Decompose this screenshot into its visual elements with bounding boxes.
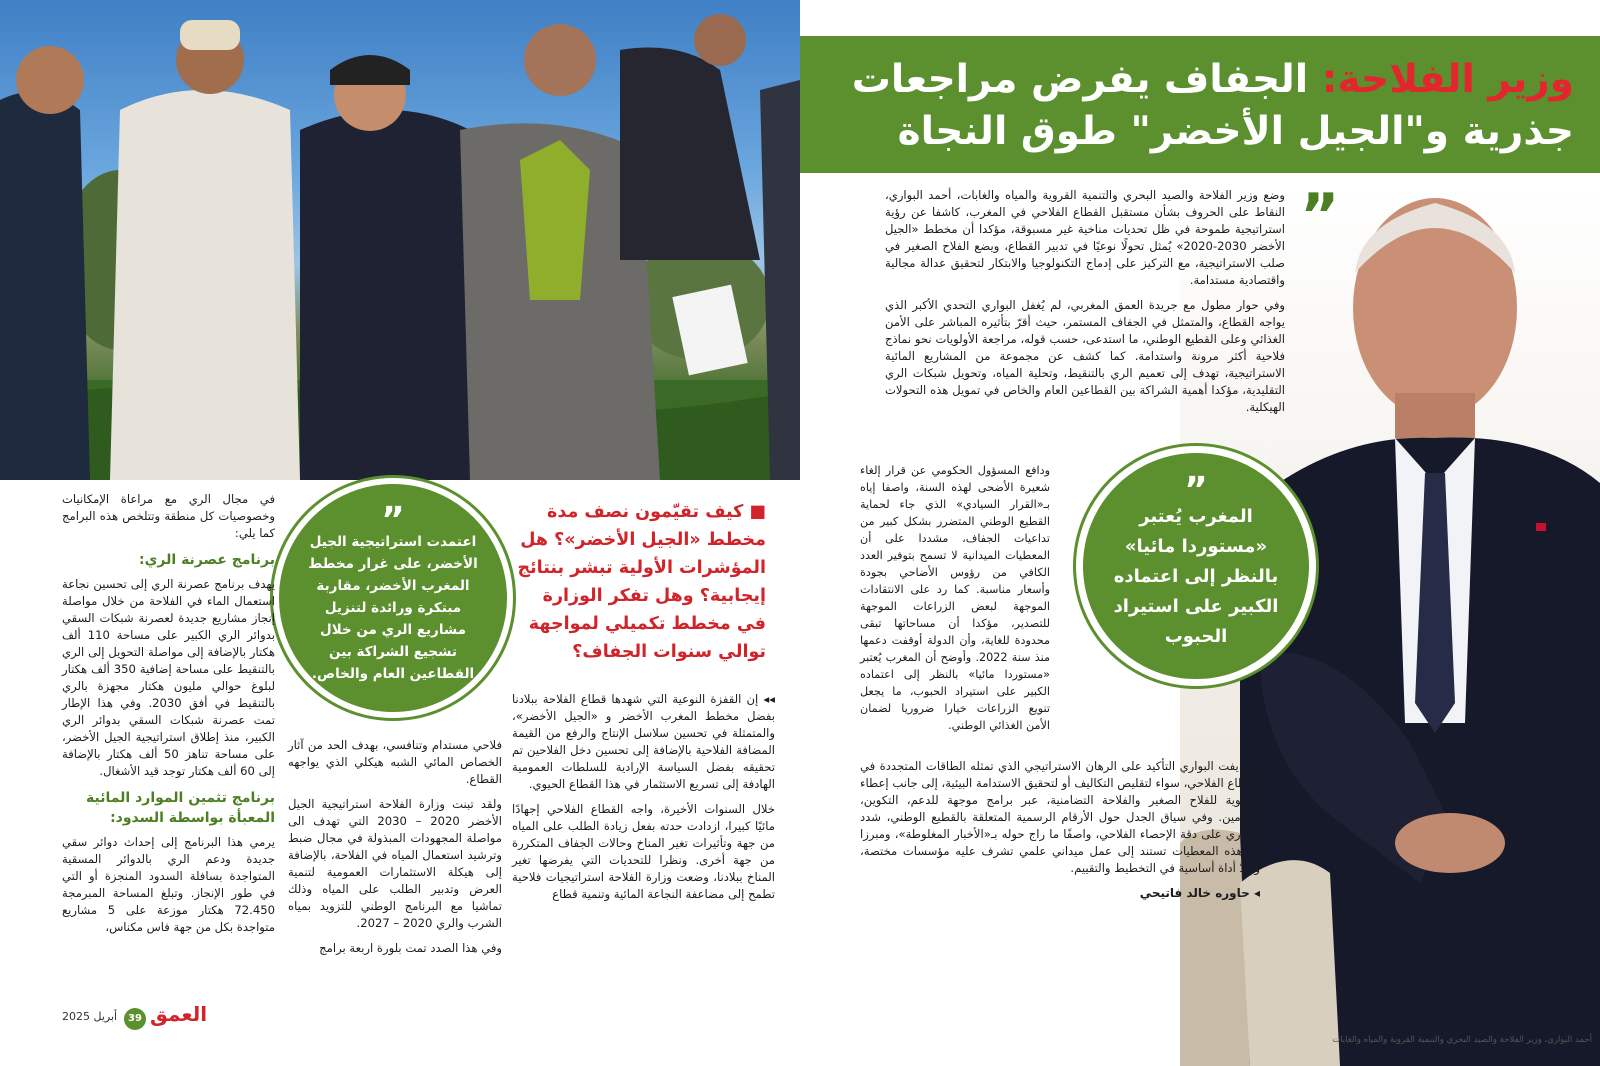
pull-quote-center (273, 478, 513, 718)
headline-line2: جذرية و"الجيل الأخضر" طوق النجاة (897, 109, 1574, 154)
subheading-irrigation-modernization: برنامج عصرنة الري: (139, 552, 275, 568)
left-column (62, 491, 275, 944)
pull-quote-center-mark-icon: ” (381, 500, 405, 541)
intro-paragraph-1: وضع وزير الفلاحة والصيد البحري والتنمية القروية والمياه والغابات، أحمد البواري، النقاط على الحروف بشأن مستقبل القطاع الفلاحي في المغرب، كاشفا عن رؤية استراتيجية طموحة في ظل تحديات مناخية غير مسبوقة، مؤكدا أن مخطط «الجيل الأخضر 2030-2020» يُمثل تحولًا نوعيًا في تدبير القطاع، ويضع الفلاح الصغير في صلب الاستراتيجية، مع التركيز على إدماج التكنولوجيا والابتكار لتحقيق عدالة مجالية واقتصادية مستدامة. (885, 188, 1286, 287)
byline-text: حاوره خالد فاتيحي (1139, 886, 1250, 900)
intro-column-narrow (860, 462, 1050, 742)
left-paragraph-3: يرمي هذا البرنامج إلى إحداث دوائر سقي جديدة ودعم الري بالدوائر المسقية المتواجدة بسافلة السدود المنجزة أو التي في طور الإنجاز. وتبلغ المساحة المبرمجة 72.450 هكتار موزعة على 5 مشاريع متواجدة بكل من جهة فاس مكناس، (62, 835, 275, 934)
quote-mark-icon: ” (1300, 181, 1340, 251)
headline-line1: الجفاف يفرض مراجعات (851, 57, 1309, 102)
headline (820, 54, 1574, 158)
answer-paragraph-1 (512, 691, 775, 793)
answer-paragraph-1-text: إن القفزة النوعية التي شهدها قطاع الفلاحة ببلادنا بفضل مخطط المغرب الأخضر و «الجيل الأخضر»، والمتمثلة في تحسين سلاسل الإنتاج والرفع من القيمة المضافة الفلاحية بالإضافة إلى تحسين دخل الفلاحين تم تحقيقه بفضل السياسة الإرادية للسلطات العمومية الهادفة إلى تسريع الاستثمار في هذا القطاع الحيوي. (512, 692, 775, 791)
pull-quote-right (1076, 446, 1316, 686)
field-visit-photo (0, 0, 800, 480)
pull-quote-right-mark-icon: ” (1184, 470, 1208, 511)
publication-logo: العمق (150, 1002, 208, 1026)
interview-question (516, 498, 766, 666)
intro-paragraph-4: ولم يفت البواري التأكيد على الرهان الاستراتيجي الذي تمثله الطاقات المتجددة في القطاع الفلاحي، سواء لتقليص التكاليف أو لتحقيق الاستدامة البيئية، إلى جانب إعطاء الأولوية للفلاح الصغير والفلاحة التضامنية، عبر برامج موجهة للدعم، التكوين، والتأمين. وفي سياق الجدل حول الأرقام الرسمية المتعلقة بالقطيع الوطني، شدد البواري على دقة الإحصاء الفلاحي، واصفًا ما راج حوله بـ«الأخبار المغلوطة»، ومبرزا أن هذه المعطيات تستند إلى عمل ميداني علمي تشرف عليه مؤسسات مختصة، وتُعدّ أداة أساسية في التخطيط والتقييم. (860, 759, 1260, 875)
question-text: كيف تقيّمون نصف مدة مخطط «الجيل الأخضر»؟ هل المؤشرات الأولية تبشر بنتائج إيجابية؟ وهل تفكر الوزارة في مخطط تكميلي لمواجهة توالي سنوات الجفاف؟ (517, 502, 766, 662)
portrait-caption: أحمد البواري، وزير الفلاحة والصيد البحري والتنمية القروية والمياه والغابات (1332, 1035, 1592, 1045)
pull-quote-right-text: المغرب يُعتبر «مستوردا مائيا» بالنظر إلى اعتماده الكبير على استيراد الحبوب (1113, 506, 1279, 647)
middle-paragraph-3: وفي هذا الصدد تمت بلورة اربعة برامج (319, 941, 502, 955)
question-bullet-icon: ■ (743, 502, 766, 522)
headline-banner (800, 36, 1600, 173)
middle-paragraph-1: فلاحي مستدام وتنافسي، بهدف الحد من آثار الخصاص المائي الشبه هيكلي الذي يواجهه القطاع. (288, 738, 502, 786)
left-paragraph-2: يهدف برنامج عصرنة الري إلى تحسين نجاعة استعمال الماء في الفلاحة من خلال مواصلة إنجاز مشاريع جديدة لعصرنة شبكات السقي بدوائر الري الكبير على مساحة 110 ألف هكتار بالإضافة إلى مواصلة التحويل إلى الري بالتنقيط على مساحة إضافية 350 ألف هكتار لبلوغ حوالي مليون هكتار مجهزة بالري بالتنقيط في أفق 2030. وفي هذا الإطار تمت عصرنة شبكات السقي بدوائر الري الكبير، منذ إطلاق استراتيجية الجيل الأخضر، على مساحة تناهز 50 ألف هكتار بالإضافة إلى 60 ألف هكتار توجد قيد الأشغال. (62, 577, 276, 778)
page-number: 39 (124, 1008, 146, 1030)
answer-arrow-icon: ◂◂ (758, 692, 775, 706)
headline-kicker: وزير الفلاحة: (1321, 57, 1574, 102)
answer-paragraph-2: خلال السنوات الأخيرة، واجه القطاع الفلاحي إجهادًا مائيًا كبيرا، ازدادت حدته بفعل زيادة الطلب على المياه من جهة وتأثيرات تغير المناخ وحالات الجفاف المتكررة من جهة أخرى. ونظرا للتحديات التي يفرضها تغير المناخ ببلادنا، وضعت وزارة الفلاحة استراتيجيات فلاحية تطمح إلى مضاعفة النجاعة المائية وتنمية قطاع (512, 802, 775, 901)
intro-paragraph-2: وفي حوار مطول مع جريدة العمق المغربي، لم يُغفل البواري التحدي الأكبر الذي يواجه القطاع، والمتمثل في الجفاف المستمر، حيث أقرّ بتأثيره المباشر على الأمن الغذائي وعلى القطيع الوطني، ما استدعى، حسب قوله، مراجعة الأولويات نحو نماذج فلاحية أكثر مرونة واستدامة. كما كشف عن مجموعة من المشاريع المائية الاستراتيجية، تهدف إلى تعميم الري بالتنقيط، وتحلية المياه، وتحويل شبكات الري التقليدية، مؤكدا أهمية الشراكة بين القطاعين العام والخاص في تمويل هذه التحولات الهيكلية. (885, 298, 1285, 414)
intro-column (885, 187, 1285, 424)
photo-illustration (0, 0, 800, 480)
pull-quote-center-text: اعتمدت استراتيجية الجيل الأخضر، على غرار مخطط المغرب الأخضر، مقاربة مبتكرة ورائدة لتنزيل مشاريع الري من خلال تشجيع الشراكة بين القطاعين العام والخاص. (308, 534, 478, 682)
middle-paragraph-2: ولقد تبنت وزارة الفلاحة استراتيجية الجيل الأخضر 2020 – 2030 التي تهدف الى مواصلة المجهودات المبذولة في مجال ضبط وترشيد استعمال المياه في الفلاحة، بالإضافة إلى هيكلة الاستثمارات العمومية لتنمية العرض وتدبير الطلب على المياه وذلك تماشيا مع البرنامج الوطني للتزويد بمياه الشرب والري 2020 – 2027. (288, 797, 502, 930)
byline (860, 885, 1260, 902)
intro-column-lower (860, 758, 1260, 902)
intro-paragraph-3: ودافع المسؤول الحكومي عن قرار إلغاء شعيرة الأضحى لهذه السنة، واصفا إياه بـ«القرار السيادي» الذي جاء لحماية القطيع الوطني المتضرر بشكل كبير من تداعيات الجفاف، مشددا على أن المعطيات الميدانية لا تسمح بتوفير العدد الكافي من رؤوس الأضاحي بجودة وأسعار مناسبة. كما رد على الانتقادات الموجهة لبعض الزراعات الموجهة للتصدير، مؤكدا أن مساحاتها تبقى محدودة للغاية، وأن الدولة أوقفت دعمها منذ سنة 2022. وأوضح أن المغرب يُعتبر «مستوردا مائيا» بالنظر إلى اعتماده الكبير على استيراد الحبوب، ما يجعل تنويع الزراعات خيارا ضروريا لضمان الأمن الغذائي الوطني. (860, 464, 1050, 732)
left-paragraph-1: في مجال الري مع مراعاة الإمكانيات وخصوصيات كل منطقة وتتلخص هذه البرامج كما يلي: (62, 492, 275, 540)
byline-arrow-icon: ◂ (1249, 886, 1260, 900)
middle-column (288, 737, 502, 965)
issue-date: أبريل 2025 (62, 1010, 118, 1023)
subheading-dam-water: برنامج تثمين الموارد المائية المعبأة بواسطة السدود: (86, 790, 275, 826)
answer-column (512, 691, 775, 911)
